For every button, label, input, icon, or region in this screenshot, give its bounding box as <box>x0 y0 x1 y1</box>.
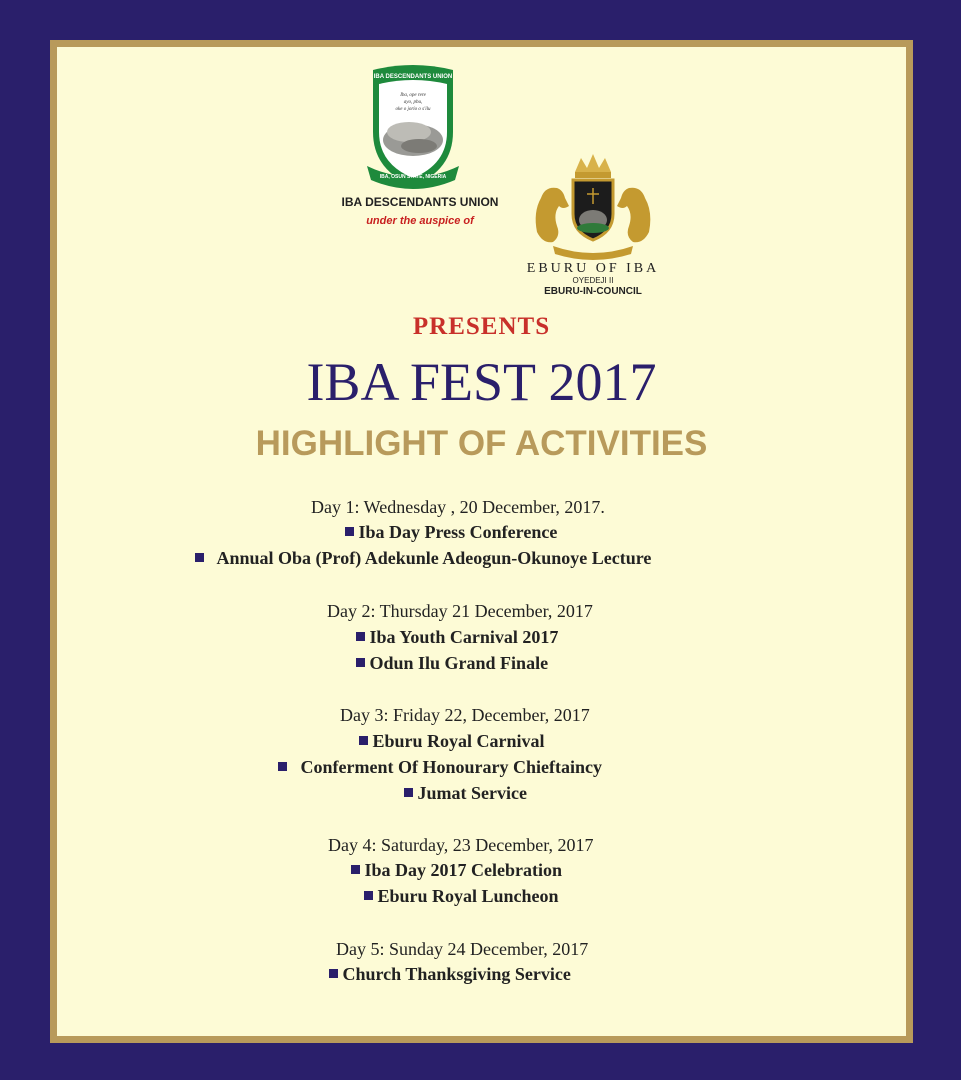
union-shield-logo <box>365 62 461 194</box>
bullet-square-icon <box>364 891 373 900</box>
bullet-square-icon <box>195 553 204 562</box>
day-5-label: Day 5: Sunday 24 December, 2017 <box>336 939 589 959</box>
day-3-item-1: Eburu Royal Carnival <box>359 730 545 752</box>
bullet-square-icon <box>356 632 365 641</box>
day-2-item-1: Iba Youth Carnival 2017 <box>356 626 558 648</box>
union-name: IBA DESCENDANTS UNION <box>341 195 499 209</box>
eburu-council: EBURU-IN-COUNCIL <box>544 286 642 297</box>
day-4-label: Day 4: Saturday, 23 December, 2017 <box>328 835 594 855</box>
presents-heading: PRESENTS <box>412 313 551 340</box>
svg-text:Iba, ope rere: Iba, ope rere <box>400 93 426 98</box>
eburu-subtitle: OYEDEJI II <box>572 276 614 285</box>
svg-text:ayo, pbu,: ayo, pbu, <box>403 100 423 105</box>
day-4-item-1: Iba Day 2017 Celebration <box>351 859 562 881</box>
highlight-heading: HIGHLIGHT OF ACTIVITIES <box>255 424 708 463</box>
day-1-item-1: Iba Day Press Conference <box>345 521 557 543</box>
bullet-square-icon <box>278 762 287 771</box>
day-3-label: Day 3: Friday 22, December, 2017 <box>340 705 590 725</box>
svg-text:IBA, OSUN STATE, NIGERIA: IBA, OSUN STATE, NIGERIA <box>379 174 447 180</box>
day-3-item-2: Conferment Of Honourary Chieftaincy <box>278 756 602 778</box>
auspice-text: under the auspice of <box>366 215 474 227</box>
bullet-square-icon <box>356 658 365 667</box>
bullet-square-icon <box>404 788 413 797</box>
svg-text:IBA DESCENDANTS UNION: IBA DESCENDANTS UNION <box>373 74 453 80</box>
svg-text:oke o jorio o s'ilu: oke o jorio o s'ilu <box>395 107 431 112</box>
day-1-label: Day 1: Wednesday , 20 December, 2017. <box>311 497 605 517</box>
day-1-item-2: Annual Oba (Prof) Adekunle Adeogun-Okunoye Lecture <box>195 547 651 569</box>
bullet-square-icon <box>359 736 368 745</box>
eburu-crest-icon <box>523 152 663 262</box>
day-2-label: Day 2: Thursday 21 December, 2017 <box>327 601 593 621</box>
day-5-item-1: Church Thanksgiving Service <box>329 963 571 985</box>
bullet-square-icon <box>329 969 338 978</box>
day-4-item-2: Eburu Royal Luncheon <box>364 885 559 907</box>
bullet-square-icon <box>351 865 360 874</box>
fest-title: IBA FEST 2017 <box>306 352 657 412</box>
eburu-title: EBURU OF IBA <box>526 261 660 276</box>
day-2-item-2: Odun Ilu Grand Finale <box>356 652 548 674</box>
poster-frame <box>50 40 913 1043</box>
bullet-square-icon <box>345 527 354 536</box>
day-3-item-3: Jumat Service <box>404 782 527 804</box>
